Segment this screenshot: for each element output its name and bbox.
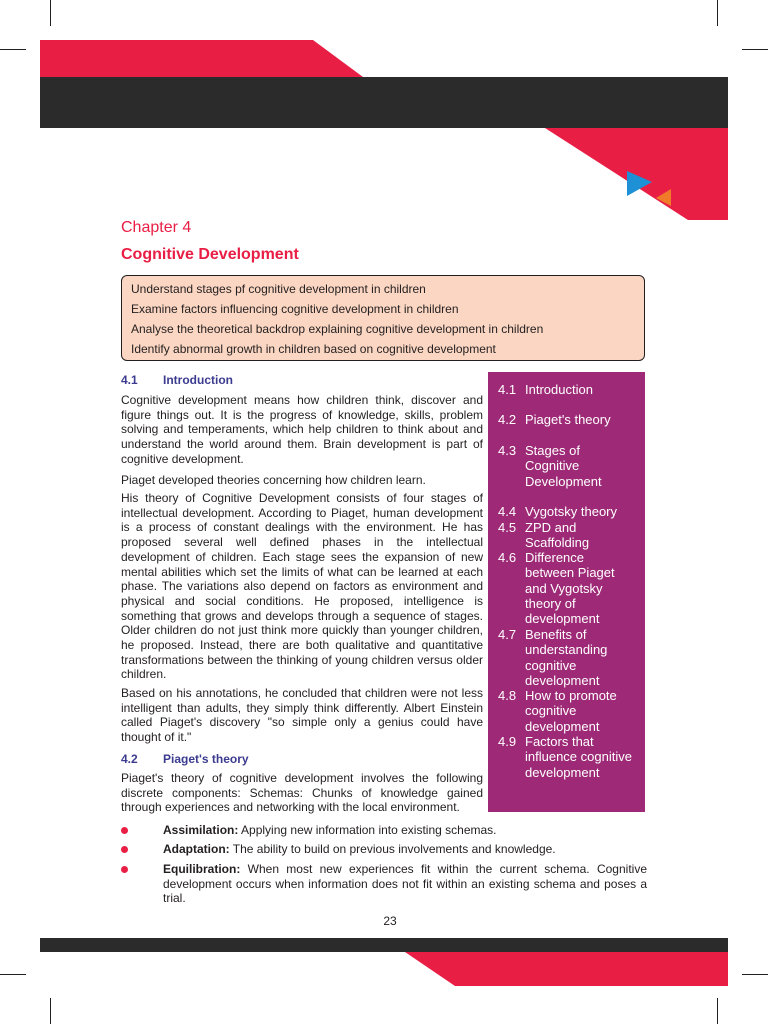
- bullet-item: [121, 862, 647, 908]
- toc-item: 4.5 ZPD and Scaffolding: [498, 520, 590, 551]
- objective-item: Examine factors influencing cognitive development in children: [131, 302, 459, 316]
- piaget-paragraph: Piaget's theory of cognitive development involves the following discrete components: Schemas: Chunks of knowledge gained through experiences and networking with the local environment.: [121, 771, 483, 815]
- section-heading-introduction: [121, 373, 233, 387]
- toc-item: 4.9 Factors that influence cognitive development: [498, 734, 632, 780]
- toc-item: 4.2 Piaget's theory: [498, 412, 611, 427]
- bullet-item: [121, 823, 647, 839]
- page-footer-band: [0, 938, 768, 988]
- chapter-number: Chapter 4: [121, 219, 192, 236]
- learning-objectives-box: [121, 275, 645, 361]
- section-title: Introduction: [163, 373, 233, 387]
- bullet-term: Equilibration:: [163, 862, 241, 876]
- bullet-term: Adaptation:: [163, 842, 230, 856]
- section-title: Piaget's theory: [163, 752, 249, 766]
- intro-paragraph-1: Cognitive development means how children think, discover and figure things out. It is the progress of knowledge, skills, problem solving and temperaments, which help children to think about and understand the world around them. Brain development is part of cognitive development.: [121, 393, 483, 466]
- bullet-text: The ability to build on previous involvements and knowledge.: [229, 842, 556, 856]
- toc-item: 4.1 Introduction: [498, 382, 593, 397]
- bullet-item: [121, 842, 647, 858]
- intro-paragraph-2: Piaget developed theories concerning how children learn.: [121, 473, 426, 487]
- bullet-text: Applying new information into existing schemas.: [238, 823, 497, 837]
- chapter-contents-sidebar: [488, 372, 645, 812]
- crop-mark: [50, 998, 51, 1024]
- toc-item: 4.7 Benefits of understanding cognitive development: [498, 627, 608, 688]
- bullet-text: When most new experiences fit within the current schema. Cognitive development occurs when information does not fit within an existing schema and poses a trial.: [163, 862, 647, 906]
- toc-item: 4.4 Vygotsky theory: [498, 504, 618, 519]
- banner-red-wedge: [545, 128, 728, 220]
- objective-item: Understand stages pf cognitive development in children: [131, 282, 426, 296]
- toc-item: 4.8 How to promote cognitive development: [498, 688, 617, 734]
- footer-dark-bar: [40, 938, 728, 952]
- chapter-banner: [0, 0, 768, 230]
- bullet-icon: [121, 866, 128, 873]
- objective-item: Analyse the theoretical backdrop explaining cognitive development in children: [131, 322, 544, 336]
- chapter-title: Cognitive Development: [121, 246, 299, 263]
- page-number: 23: [383, 914, 397, 928]
- intro-paragraph-3: His theory of Cognitive Development consists of four stages of intellectual development. According to Piaget, human development is a process of constant dealings with the environment. He has proposed several well defined phases in the intellectual development of children. Each stage sees the expansion of new mental abilities which set the limits of what can be learned at each phase. The variations also depend on factors as environment and physical and social conditions. He proposed, intelligence is something that grows and develops through a sequence of stages. Older children do not just think more quickly than younger children, he proposed. Instead, there are both qualitative and quantitative transformations between the thinking of young children versus older children.: [121, 491, 483, 682]
- section-heading-piaget-theory: [121, 752, 249, 766]
- bullet-term: Assimilation:: [163, 823, 239, 837]
- toc-item: 4.6 Difference between Piaget and Vygotsky theory of development: [498, 550, 615, 627]
- toc-item: 4.3 Stages of Cognitive Development: [498, 443, 602, 489]
- section-number: 4.1: [121, 373, 138, 387]
- banner-dark-bar: [40, 77, 728, 128]
- bullet-icon: [121, 846, 128, 853]
- bullet-icon: [121, 827, 128, 834]
- section-number: 4.2: [121, 752, 138, 766]
- intro-paragraph-4: Based on his annotations, he concluded that children were not less intelligent than adults, they simply think differently. Albert Einstein called Piaget's discovery "so simple only a genius could have thought of it.": [121, 686, 483, 745]
- crop-mark: [717, 998, 718, 1024]
- objective-item: Identify abnormal growth in children based on cognitive development: [131, 342, 496, 356]
- banner-red-tab: [40, 40, 363, 77]
- footer-red-wedge: [405, 952, 728, 986]
